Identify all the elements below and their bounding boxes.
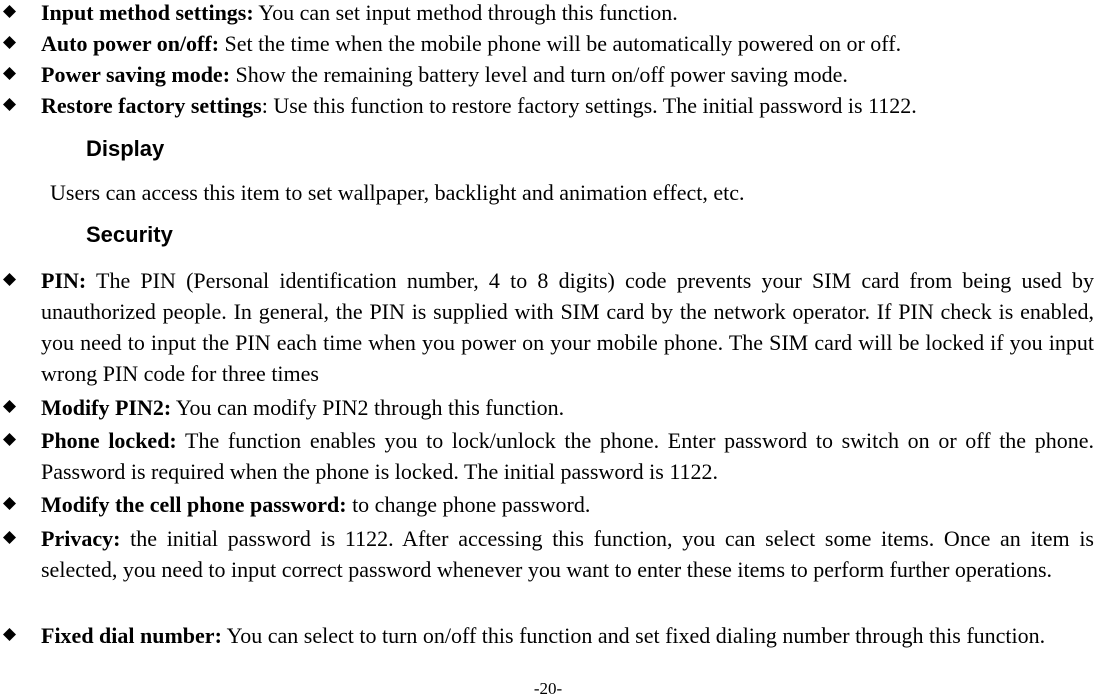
description: The PIN (Personal identification number, 4 to 8 digits) code prevents your SIM card from being used by unauthorized people. In general, the PIN is supplied with SIM card by the network operator. If PIN check is enabled, you need to input the PIN each time when you power on your mobile phone. The SIM card will be locked if you input wrong PIN code for three times: [41, 268, 1094, 386]
bullet-power-saving-mode: [0, 59, 1094, 90]
diamond-bullet-icon: [3, 531, 16, 544]
bullet-fixed-dial-number: [0, 620, 1094, 651]
bullet-modify-pin2: [0, 392, 1094, 423]
bullet-restore-factory-settings: [0, 90, 1094, 121]
diamond-bullet-icon: [3, 273, 16, 286]
description: You can select to turn on/off this function and set fixed dialing number through this function.: [221, 623, 1046, 648]
heading-display: Display: [86, 136, 165, 161]
description: Set the time when the mobile phone will be automatically powered on or off.: [219, 31, 902, 56]
display-description: Users can access this item to set wallpaper, backlight and animation effect, etc.: [50, 180, 745, 205]
bullet-privacy: [0, 523, 1094, 585]
diamond-bullet-icon: [3, 5, 16, 18]
bullet-phone-locked: [0, 425, 1094, 487]
term: Modify PIN2:: [41, 395, 172, 420]
page-number: -20-: [533, 679, 563, 698]
description: the initial password is 1122. After accessing this function, you can select some items. Once an item is selected, you need to input correct password whenever you want to enter these items to perform further operations.: [41, 526, 1094, 582]
description: to change phone password.: [346, 492, 591, 517]
description: You can modify PIN2 through this function.: [171, 395, 565, 420]
diamond-bullet-icon: [3, 36, 16, 49]
term: PIN:: [41, 268, 87, 293]
heading-security: Security: [86, 222, 173, 247]
term: Fixed dial number:: [41, 623, 222, 648]
bullet-pin: [0, 265, 1094, 389]
term: Modify the cell phone password:: [41, 492, 347, 517]
description: : Use this function to restore factory settings. The initial password is 1122.: [261, 93, 917, 118]
description: Show the remaining battery level and turn on/off power saving mode.: [230, 62, 848, 87]
bullet-input-method-settings: [0, 0, 1094, 28]
term: Restore factory settings: [41, 93, 262, 118]
description: You can set input method through this function.: [253, 0, 678, 25]
term: Input method settings:: [41, 0, 254, 25]
term: Privacy:: [41, 526, 121, 551]
diamond-bullet-icon: [3, 433, 16, 446]
bullet-modify-cell-phone-password: [0, 489, 1094, 520]
description: The function enables you to lock/unlock the phone. Enter password to switch on or off the phone. Password is required when the phone is locked. The initial password is 1122.: [41, 428, 1094, 484]
diamond-bullet-icon: [3, 628, 16, 641]
diamond-bullet-icon: [3, 497, 16, 510]
diamond-bullet-icon: [3, 67, 16, 80]
term: Auto power on/off:: [41, 31, 220, 56]
diamond-bullet-icon: [3, 98, 16, 111]
term: Power saving mode:: [41, 62, 231, 87]
term: Phone locked:: [41, 428, 177, 453]
diamond-bullet-icon: [3, 400, 16, 413]
bullet-auto-power: [0, 28, 1094, 59]
